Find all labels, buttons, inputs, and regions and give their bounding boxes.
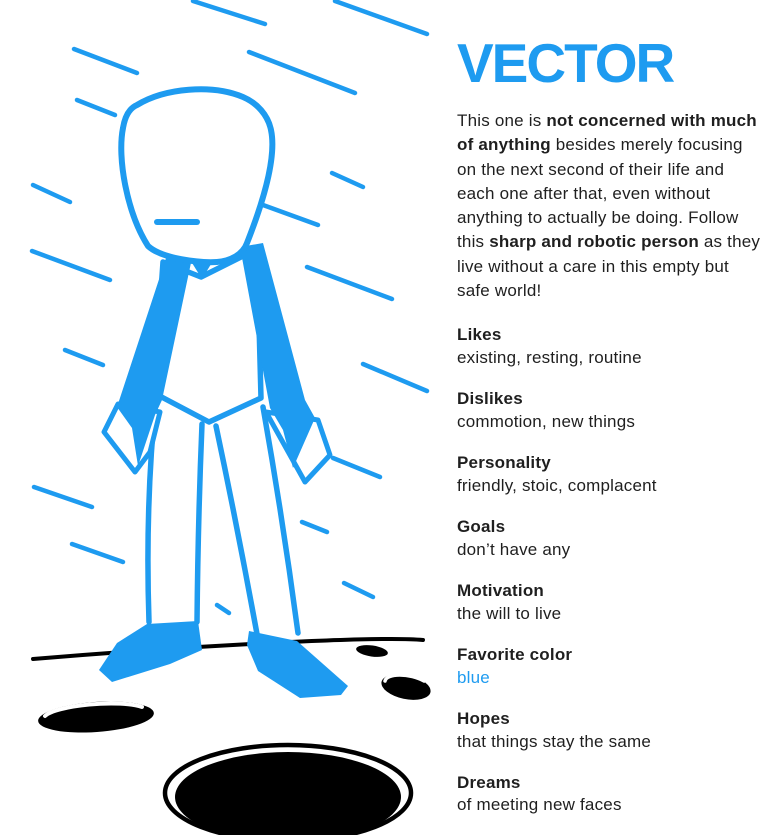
rain-dash [335,1,427,34]
attribute-value: commotion, new things [457,412,636,432]
attribute-label: Hopes [457,708,510,728]
attribute-hopes [457,708,763,754]
attribute-label: Dreams [457,772,521,792]
attribute-likes [457,324,763,370]
attribute-personality [457,452,763,498]
left-leg-inner [197,424,202,622]
attribute-label: Favorite color [457,644,573,664]
page-title: VECTOR [457,32,674,94]
attribute-list [457,324,763,817]
rain-dash [249,52,355,93]
attribute-label: Goals [457,517,506,536]
attribute-dislikes [457,388,763,434]
character-description [457,109,763,303]
head [121,89,272,262]
profile-panel [457,32,763,835]
description-bold-segment: sharp and robotic person [489,232,699,252]
rain-dash [332,173,363,187]
left-shoe [99,621,202,682]
rain-dash [33,185,70,202]
hole-small [355,643,388,658]
hole-bottom [165,745,411,835]
attribute-value: that things stay the same [457,731,651,751]
attribute-value: blue [457,667,490,687]
rain-dash [333,458,380,477]
attribute-label: Likes [457,325,502,345]
rain-dash [77,100,115,115]
attribute-favorite-color [457,644,763,690]
right-leg-inner [216,426,257,634]
attribute-value: of meeting new faces [457,795,622,815]
rain-dash [65,350,103,365]
rain-dash [217,605,229,613]
rain-dash [193,1,265,24]
rain-dash [363,364,427,391]
rain-dash [34,487,92,507]
rain-dash [72,544,123,562]
description-segment: besides merely focusing on the next second of their life and each one after that, even without anything to actually be doing. Follow this [457,135,743,252]
attribute-motivation [457,580,763,626]
rain-dash [302,522,327,532]
attribute-dreams [457,772,763,818]
rain-dash [74,49,137,73]
ground-holes [37,643,433,835]
rain-dash [307,267,392,299]
attribute-goals [457,516,763,562]
hole-right [379,670,433,704]
rain-dash [32,251,110,280]
hole-left [37,698,155,736]
rain-dash [344,583,373,597]
attribute-value: don’t have any [457,539,571,559]
attribute-label: Motivation [457,580,544,600]
description-segment: as they live without a care in this empty but safe world! [457,232,761,301]
rain-dash [263,205,318,225]
attribute-label: Dislikes [457,389,523,409]
description-bold-segment: not concerned with much of anything [457,111,757,155]
attribute-label: Personality [457,453,551,473]
description-segment: This one is [457,111,547,130]
attribute-value: friendly, stoic, complacent [457,476,657,496]
attribute-value: the will to live [457,603,562,623]
attribute-value: existing, resting, routine [457,348,642,368]
